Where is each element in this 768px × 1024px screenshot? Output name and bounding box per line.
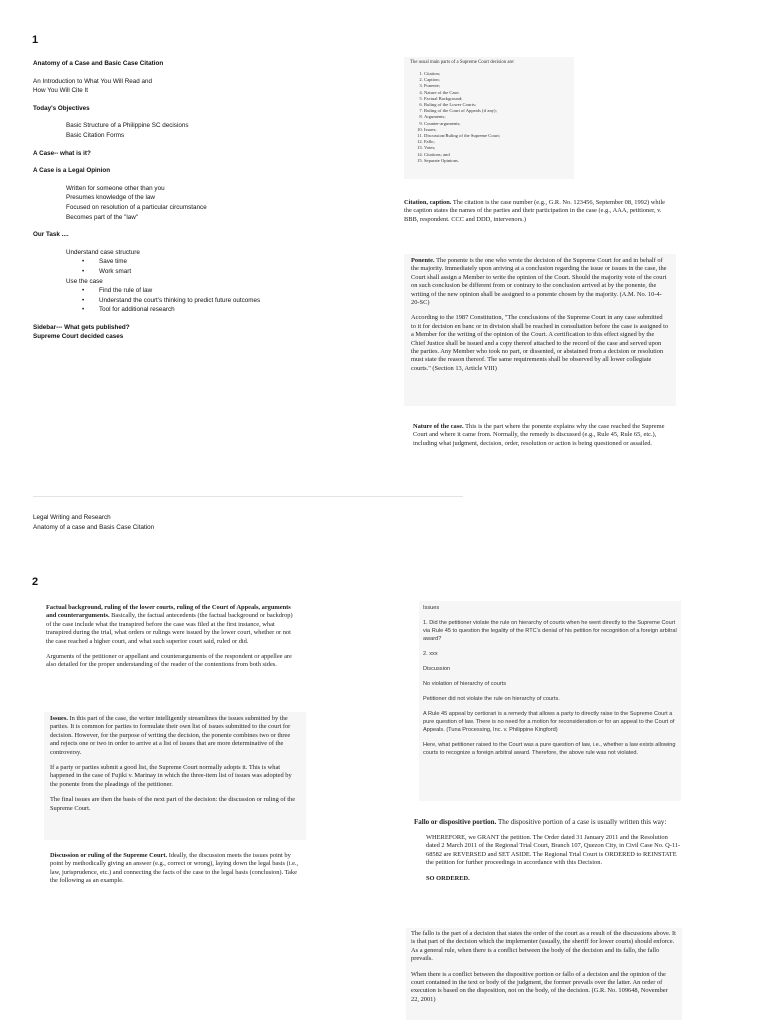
note-line: • Save time (33, 257, 373, 267)
discussion-excerpt (50, 852, 302, 893)
citation-excerpt (404, 199, 672, 231)
ponente-heading: Ponente. (411, 257, 435, 264)
note-line: Use the case (66, 277, 103, 285)
note-spacer (33, 158, 373, 166)
discussion-heading: Discussion or ruling of the Supreme Court. (50, 852, 168, 859)
note-line: Becomes part of the "law" (66, 213, 139, 221)
note-line: Basic Citation Forms (66, 131, 125, 139)
parts-list (410, 71, 568, 164)
parts-list-item: 12. Fallo; (424, 139, 568, 145)
example-paragraph: Issues (423, 605, 440, 611)
parts-list-item: 1. Citation; (424, 71, 568, 77)
issue-discussion-example (419, 601, 681, 801)
parts-list-item: 8. Arguments; (424, 114, 568, 120)
note-heading: A Case is a Legal Opinion (33, 167, 111, 175)
citation-text: The citation is the case number (e.g., G.R. No. 123456, September 08, 1992) while the caption states the names of the parties and their participation in the case (e.g., AAA, petitioner, v. BBB, respondent. CCC and DDD, intervenors.) (404, 199, 665, 223)
fallo-intro-text: The dispositive portion of a case is usually written this way: (496, 818, 667, 826)
parts-list-item: 10. Issues; (424, 127, 568, 133)
note-spacer (33, 141, 373, 149)
fallo-conflict-text: When there is a conflict between the dispositive portion or fallo of a decision and the opinion of the court contained in the text or body of the judgment, the former prevails over the latter. An order of execution is based on the disposition, not on the body, of the decision. (G.R. No. 109648, November 22, 2001) (411, 970, 668, 1003)
issues-fujiki-text: If a party or parties submit a good list, the Supreme Court normally adopts it. This is what happened in the case of Fujiki v. Marinay in which the three-item list of issues was adopted by the ponente from the pleadings of the petitioner. (50, 764, 292, 788)
factual-text: Basically, the factual antecedents (the factual background or backdrop) of the case include what the transpired before the case was filed at the first instance, what transpired during the trial, what orders or rulings were issued by the lower court, whether or not the case reached a higher court, and what such superior court said, ruled or did. (46, 612, 293, 645)
ponente-constitution-text: According to the 1987 Constitution, "The conclusions of the Supreme Court in any case submitted to it for decision en banc or in division shall be reached in consultation before the case is assigned to a Member for the writing of the opinion of the Court. A certification to this effect signed by the Chief Justice shall be issued and a copy thereof attached to the record of the case and served upon the parties. Any Member who took no part, or dissented, or abstained from a decision or resolution must state the reason thereof. The same requirements shall be observed by all lower collegiate courts." (Section 13, Article VIII) (411, 314, 669, 372)
note-spacer (33, 113, 373, 121)
fallo-explanation-excerpt (406, 928, 682, 1020)
note-line: Understand case structure (66, 248, 140, 256)
parts-list-item: 2. Caption; (424, 77, 568, 83)
fallo-explanation-text: The fallo is the part of a decision that states the order of the court as a result of the discussions above. It is that part of the decision which the implementer (usually, the sheriff for lower courts) should enforce. As a general rule, when there is a conflict between the body of the decision and its fallo, the fallo prevails. (411, 930, 676, 963)
note-spacer (33, 222, 373, 230)
parts-list-item: 11. Discussion/Ruling of the Supreme Court; (424, 133, 568, 139)
example-paragraph: Here, what petitioner raised to the Court was a pure question of law, i.e., whether a law exists allowing courts to recognize a foreign arbitral award. Therefore, the above rule was not violated. (423, 742, 676, 756)
page-divider (33, 496, 463, 497)
note-line: • Work smart (33, 267, 373, 277)
note-line: • Tool for additional research (33, 305, 373, 315)
factual-heading: Factual background, ruling of the lower courts, ruling of the Court of Appeals, arguments and counterarguments. (46, 604, 291, 620)
note-line: How You Will Cite It (33, 87, 88, 95)
issues-text: In this part of the case, the writer intelligently streamlines the issues submitted by the parties. It is common for parties to formulate their own list of issues submitted to the court for decision. However, for the purpose of writing the decision, the ponente combines two or three and rejects one or two in order to arrive at a list of issues that are more determinative of the controversy. (50, 715, 291, 756)
issues-heading: Issues. (50, 715, 68, 722)
footer-line-2: Anatomy of a case and Basis Case Citation (33, 523, 155, 531)
parts-list-item: 13. Votes; (424, 145, 568, 151)
note-line: Basic Structure of a Philippine SC decisions (66, 122, 189, 130)
footer-line-1: Legal Writing and Research (33, 514, 111, 521)
parts-list-item: 9. Counter-arguments; (424, 121, 568, 127)
fallo-quote: WHEREFORE, we GRANT the petition. The Order dated 31 January 2011 and the Resolution dated 2 March 2011 of the Regional Trial Court, Branch 107, Quezon City, in Civil Case No. Q-11-68582 are REVERSED and SET ASIDE. The Regional Trial Court is ORDERED to REINSTATE the petition for further proceedings in accordance with this Decision. (426, 834, 681, 867)
note-heading: A Case-- what is it? (33, 149, 91, 157)
note-heading: Anatomy of a Case and Basic Case Citation (33, 60, 164, 67)
issues-final-text: The final issues are then the basis of the next part of the decision: the discussion or ruling of the Supreme Court. (50, 796, 296, 812)
parts-list-item: 15. Separate Opinions. (424, 158, 568, 164)
example-paragraph: No violation of hierarchy of courts (423, 681, 507, 687)
page-number-1: 1 (32, 34, 39, 46)
note-line: • Understand the court's thinking to predict future outcomes (33, 296, 373, 306)
parts-list-item: 5. Factual Background; (424, 96, 568, 102)
parts-list-item: 4. Nature of the Case; (424, 90, 568, 96)
note-line: An Introduction to What You Will Read and (33, 77, 153, 85)
factual-excerpt (46, 604, 298, 677)
fallo-excerpt (414, 818, 682, 890)
nature-heading: Nature of the case. (413, 423, 464, 430)
example-paragraph: Petitioner did not violate the rule on hierarchy of courts. (423, 696, 560, 702)
note-heading: Supreme Court decided cases (33, 333, 124, 341)
parts-list-excerpt (404, 57, 574, 179)
arguments-text: Arguments of the petitioner or appellant and counterarguments of the respondent or appellee are also detailed for the proper understanding of the reader of the contentions from both sides. (46, 653, 292, 669)
note-spacer (33, 96, 373, 104)
example-paragraph: 2. xxx (423, 651, 438, 657)
example-paragraph: A Rule 45 appeal by certiorari is a remedy that allows a party to directly raise to the Supreme Court a pure question of law. There is no need for a motion for reconsideration or for an appeal to the Court of Appeals. (Tuna Processing, Inc. v. Philippine Kingford) (423, 711, 675, 733)
note-spacer (33, 240, 373, 248)
so-ordered-text: SO ORDERED. (426, 874, 470, 882)
parts-list-item: 14. Citations; and (424, 152, 568, 158)
nature-text: This is the part where the ponente explains why the case reached the Supreme Court and where it came from. Normally, the remedy is discussed (e.g., Rule 45, Rule 65, etc.), including what judgment, decision, order, resolution or action is being questioned or assailed. (413, 423, 665, 447)
lecture-notes (33, 59, 373, 342)
parts-list-item: 7. Ruling of the Court of Appeals (if any); (424, 108, 568, 114)
page-number-2: 2 (32, 576, 39, 588)
issues-excerpt (44, 712, 306, 840)
note-heading: Today's Objectives (33, 104, 90, 112)
parts-intro: The usual main parts of a Supreme Court decision are: (410, 60, 515, 65)
note-line: • Find the rule of law (33, 286, 373, 296)
note-line: Presumes knowledge of the law (66, 194, 155, 202)
ponente-text: The ponente is the one who wrote the decision of the Supreme Court for and in behalf of the majority. Immediately upon arriving at a conclusion regarding the issue or issues in the case, the Court shall assign a Member to write the opinion of the Court. Should the majority vote of the court on such conclusion be different from or contrary to the conclusion arrived at by the ponente, the writing of the new opinion shall be assigned to a ponente chosen by the majority. (A.M. No. 10-4-20-SC) (411, 257, 667, 307)
citation-heading: Citation, caption. (404, 199, 452, 206)
note-spacer (33, 315, 373, 323)
note-heading: Our Task .... (33, 231, 69, 239)
example-paragraph: Discussion (423, 666, 451, 672)
note-spacer (33, 69, 373, 77)
example-paragraph: 1. Did the petitioner violate the rule on hierarchy of courts when he went directly to the Supreme Court via Rule 45 to question the legality of the RTC's denial of his petition for recognition of a foreign arbitral award? (423, 620, 677, 642)
discussion-text: Ideally, the discussion meets the issues point by point by methodically giving an answer (e.g., correct or wrong), laying down the legal basis (i.e., law, jurisprudence, etc.) and connecting the facts of the case to the legal basis (conclusion). Take the following as an example. (50, 852, 299, 885)
note-line: Written for someone other than you (66, 184, 165, 192)
fallo-heading: Fallo or dispositive portion. (414, 818, 497, 826)
note-heading: Sidebar--- What gets published? (33, 323, 130, 331)
note-line: Focused on resolution of a particular circumstance (66, 203, 207, 211)
page-footer (33, 513, 154, 532)
parts-list-item: 3. Ponente; (424, 83, 568, 89)
nature-excerpt (413, 423, 675, 455)
parts-list-item: 6. Ruling of the Lower Courts; (424, 102, 568, 108)
ponente-excerpt (404, 254, 676, 406)
note-spacer (33, 176, 373, 184)
